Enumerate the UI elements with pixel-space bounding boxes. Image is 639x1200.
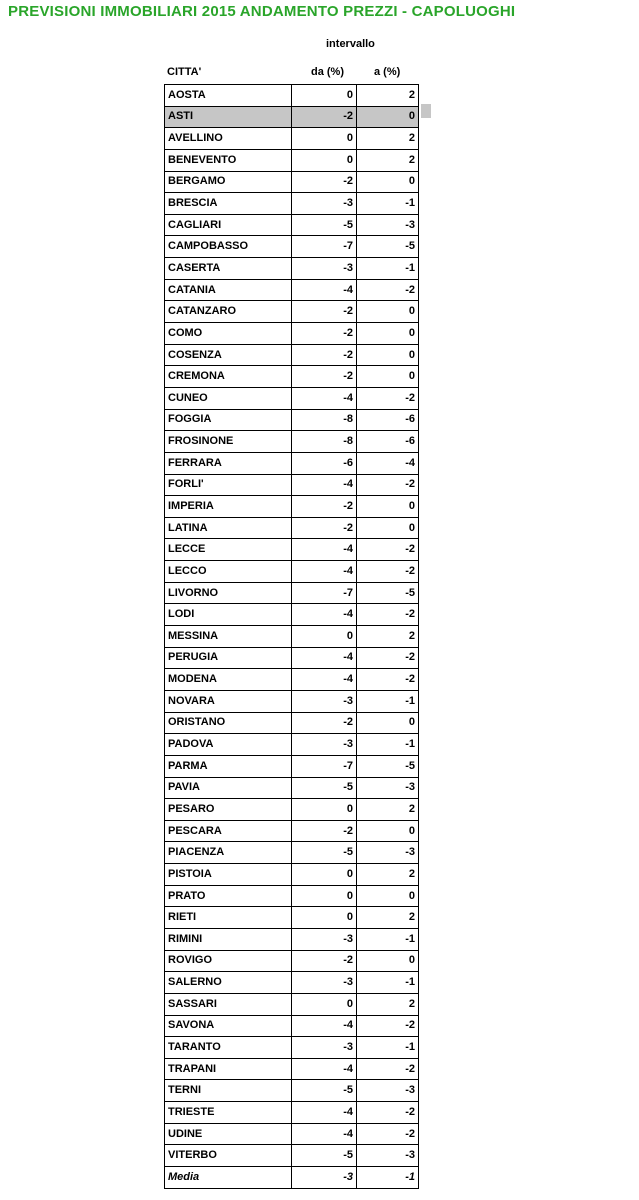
city-cell[interactable]: SAVONA [165,1015,292,1037]
to-percent-cell[interactable]: 2 [357,907,419,929]
from-percent-cell[interactable]: 0 [292,885,357,907]
from-percent-cell[interactable]: -2 [292,950,357,972]
city-cell[interactable]: FORLI' [165,474,292,496]
to-percent-cell[interactable]: 2 [357,864,419,886]
city-cell[interactable]: TARANTO [165,1037,292,1059]
city-cell[interactable]: BRESCIA [165,193,292,215]
to-percent-cell[interactable]: -2 [357,474,419,496]
table-row[interactable] [165,1015,419,1037]
to-percent-cell[interactable]: -1 [357,193,419,215]
to-percent-cell[interactable]: 2 [357,626,419,648]
city-cell[interactable]: ROVIGO [165,950,292,972]
table-row[interactable] [165,647,419,669]
from-percent-cell[interactable]: 0 [292,907,357,929]
from-percent-cell[interactable]: -2 [292,820,357,842]
table-row[interactable] [165,885,419,907]
table-row[interactable] [165,85,419,107]
from-percent-cell[interactable]: 0 [292,149,357,171]
from-percent-cell[interactable]: -4 [292,561,357,583]
to-percent-cell[interactable]: 0 [357,344,419,366]
city-cell[interactable]: NOVARA [165,690,292,712]
city-cell[interactable]: PERUGIA [165,647,292,669]
city-cell[interactable]: FERRARA [165,452,292,474]
from-percent-cell[interactable]: 0 [292,864,357,886]
from-percent-cell[interactable]: 0 [292,626,357,648]
to-percent-cell[interactable]: -1 [357,972,419,994]
table-row[interactable] [165,1037,419,1059]
to-percent-cell[interactable]: 2 [357,85,419,107]
city-cell[interactable]: PESCARA [165,820,292,842]
to-percent-cell[interactable]: 0 [357,366,419,388]
table-row[interactable] [165,128,419,150]
from-percent-cell[interactable]: -5 [292,1080,357,1102]
table-row[interactable] [165,1080,419,1102]
to-percent-cell[interactable]: -2 [357,279,419,301]
to-percent-cell[interactable]: -2 [357,647,419,669]
to-percent-cell[interactable]: -5 [357,236,419,258]
table-row[interactable] [165,626,419,648]
to-percent-cell[interactable]: 0 [357,496,419,518]
to-percent-cell[interactable]: 0 [357,950,419,972]
to-percent-cell[interactable]: 2 [357,128,419,150]
to-percent-cell[interactable]: -1 [357,928,419,950]
from-percent-cell[interactable]: -3 [292,972,357,994]
page-title: PREVISIONI IMMOBILIARI 2015 ANDAMENTO PREZZI - CAPOLUOGHI [8,3,516,20]
table-row[interactable] [165,1145,419,1167]
to-percent-cell[interactable]: 2 [357,799,419,821]
city-cell[interactable]: MESSINA [165,626,292,648]
to-percent-cell[interactable]: -2 [357,1015,419,1037]
city-cell[interactable]: PISTOIA [165,864,292,886]
to-percent-cell[interactable]: -1 [357,734,419,756]
table-row[interactable] [165,496,419,518]
from-percent-cell[interactable]: 0 [292,128,357,150]
from-percent-cell[interactable]: -2 [292,496,357,518]
table-row[interactable] [165,712,419,734]
table-row[interactable] [165,171,419,193]
city-cell[interactable]: CATANZARO [165,301,292,323]
table-row[interactable] [165,1058,419,1080]
range-group-header: intervallo [326,38,375,50]
table-row[interactable] [165,301,419,323]
city-cell[interactable]: TRIESTE [165,1102,292,1124]
from-percent-cell[interactable]: -2 [292,517,357,539]
table-row[interactable] [165,431,419,453]
to-percent-cell[interactable]: -1 [357,690,419,712]
table-row[interactable] [165,236,419,258]
from-percent-cell[interactable]: -2 [292,301,357,323]
city-cell[interactable]: TRAPANI [165,1058,292,1080]
from-percent-cell[interactable]: -4 [292,647,357,669]
to-percent-cell[interactable]: 2 [357,993,419,1015]
to-percent-cell[interactable]: -2 [357,561,419,583]
city-cell[interactable]: CREMONA [165,366,292,388]
city-cell[interactable]: PAVIA [165,777,292,799]
from-percent-cell[interactable]: -2 [292,171,357,193]
city-cell[interactable]: LODI [165,604,292,626]
city-cell[interactable]: RIMINI [165,928,292,950]
table-row[interactable] [165,452,419,474]
from-percent-cell[interactable]: -7 [292,755,357,777]
from-percent-cell[interactable]: -3 [292,734,357,756]
city-cell[interactable]: AVELLINO [165,128,292,150]
city-cell[interactable]: LECCE [165,539,292,561]
city-cell[interactable]: TERNI [165,1080,292,1102]
city-cell[interactable]: ORISTANO [165,712,292,734]
from-percent-cell[interactable]: -3 [292,193,357,215]
selection-row-marker [421,104,431,118]
from-percent-cell[interactable]: -2 [292,712,357,734]
city-cell[interactable]: PIACENZA [165,842,292,864]
city-cell[interactable]: BENEVENTO [165,149,292,171]
from-percent-cell[interactable]: 0 [292,799,357,821]
city-cell[interactable]: FOGGIA [165,409,292,431]
city-cell[interactable]: ASTI [165,106,292,128]
from-percent-cell[interactable]: -4 [292,279,357,301]
city-column-header: CITTA' [167,66,202,78]
from-percent-cell[interactable]: -2 [292,106,357,128]
to-percent-cell[interactable]: 0 [357,712,419,734]
from-percent-cell[interactable]: 0 [292,993,357,1015]
table-row[interactable] [165,842,419,864]
to-percent-cell[interactable]: -3 [357,1145,419,1167]
city-cell[interactable]: CATANIA [165,279,292,301]
from-percent-cell[interactable]: -3 [292,1037,357,1059]
table-row[interactable] [165,907,419,929]
to-percent-cell[interactable]: -3 [357,1080,419,1102]
table-row[interactable] [165,106,419,128]
to-percent-cell[interactable]: -4 [357,452,419,474]
to-percent-cell[interactable]: -2 [357,387,419,409]
to-percent-cell[interactable]: -3 [357,777,419,799]
table-row[interactable] [165,972,419,994]
city-cell[interactable]: IMPERIA [165,496,292,518]
to-percent-cell[interactable]: 0 [357,323,419,345]
from-percent-cell[interactable]: 0 [292,85,357,107]
table-row[interactable] [165,366,419,388]
table-row[interactable] [165,323,419,345]
table-row[interactable] [165,582,419,604]
table-row[interactable] [165,474,419,496]
from-percent-cell[interactable]: -4 [292,604,357,626]
city-cell[interactable]: SASSARI [165,993,292,1015]
city-cell[interactable]: COMO [165,323,292,345]
to-percent-cell[interactable]: -1 [357,258,419,280]
city-cell[interactable]: COSENZA [165,344,292,366]
table-row[interactable] [165,149,419,171]
to-percent-cell[interactable]: 0 [357,885,419,907]
table-row[interactable] [165,1102,419,1124]
to-percent-cell[interactable]: 0 [357,820,419,842]
to-percent-cell[interactable]: -3 [357,842,419,864]
table-row[interactable] [165,539,419,561]
to-percent-cell[interactable]: -6 [357,431,419,453]
from-percent-cell[interactable]: -8 [292,409,357,431]
table-row[interactable] [165,820,419,842]
from-percent-cell[interactable]: -2 [292,344,357,366]
from-percent-cell[interactable]: -6 [292,452,357,474]
from-percent-cell[interactable]: -4 [292,669,357,691]
city-cell[interactable]: LIVORNO [165,582,292,604]
city-cell[interactable]: BERGAMO [165,171,292,193]
from-percent-cell[interactable]: -5 [292,214,357,236]
table-row[interactable] [165,409,419,431]
from-percent-cell[interactable]: -4 [292,474,357,496]
city-cell[interactable]: CAMPOBASSO [165,236,292,258]
city-cell[interactable]: LECCO [165,561,292,583]
from-percent-cell[interactable]: -5 [292,777,357,799]
column-headers [165,66,420,84]
from-percent-cell[interactable]: -4 [292,387,357,409]
media-row[interactable] [165,1167,419,1189]
city-cell[interactable]: LATINA [165,517,292,539]
from-percent-column-header: da (%) [311,66,344,78]
from-percent-cell[interactable]: -4 [292,1102,357,1124]
table-row[interactable] [165,258,419,280]
city-cell[interactable]: PARMA [165,755,292,777]
table-row[interactable] [165,777,419,799]
table-row[interactable] [165,864,419,886]
to-percent-cell[interactable]: -1 [357,1167,419,1189]
to-percent-cell[interactable]: -2 [357,1058,419,1080]
table-row[interactable] [165,950,419,972]
from-percent-cell[interactable]: -4 [292,1015,357,1037]
to-percent-cell[interactable]: -2 [357,604,419,626]
from-percent-cell[interactable]: -3 [292,690,357,712]
to-percent-cell[interactable]: 0 [357,106,419,128]
city-cell[interactable]: SALERNO [165,972,292,994]
table-row[interactable] [165,690,419,712]
to-percent-cell[interactable]: -2 [357,1123,419,1145]
table-row[interactable] [165,734,419,756]
to-percent-cell[interactable]: -5 [357,755,419,777]
city-cell[interactable]: RIETI [165,907,292,929]
table-row[interactable] [165,193,419,215]
table-body [165,85,419,1189]
city-cell[interactable]: PESARO [165,799,292,821]
city-cell[interactable]: UDINE [165,1123,292,1145]
price-forecast-table [164,84,419,1189]
to-percent-cell[interactable]: -1 [357,1037,419,1059]
city-cell[interactable]: AOSTA [165,85,292,107]
from-percent-cell[interactable]: -4 [292,539,357,561]
table-row[interactable] [165,214,419,236]
table-row[interactable] [165,387,419,409]
table-row[interactable] [165,561,419,583]
table-row[interactable] [165,344,419,366]
from-percent-cell[interactable]: -7 [292,236,357,258]
table-row[interactable] [165,799,419,821]
table-row[interactable] [165,755,419,777]
from-percent-cell[interactable]: -4 [292,1123,357,1145]
table-row[interactable] [165,669,419,691]
from-percent-cell[interactable]: -5 [292,1145,357,1167]
city-cell[interactable]: CAGLIARI [165,214,292,236]
city-cell[interactable]: Media [165,1167,292,1189]
table-row[interactable] [165,928,419,950]
city-cell[interactable]: MODENA [165,669,292,691]
city-cell[interactable]: PRATO [165,885,292,907]
table-row[interactable] [165,604,419,626]
table-row[interactable] [165,517,419,539]
to-percent-cell[interactable]: -2 [357,669,419,691]
from-percent-cell[interactable]: -3 [292,258,357,280]
table-row[interactable] [165,993,419,1015]
table-row[interactable] [165,1123,419,1145]
to-percent-cell[interactable]: -6 [357,409,419,431]
to-percent-cell[interactable]: -2 [357,1102,419,1124]
table-row[interactable] [165,279,419,301]
to-percent-cell[interactable]: 0 [357,301,419,323]
from-percent-cell[interactable]: -3 [292,928,357,950]
city-cell[interactable]: VITERBO [165,1145,292,1167]
to-percent-cell[interactable]: -3 [357,214,419,236]
city-cell[interactable]: PADOVA [165,734,292,756]
from-percent-cell[interactable]: -4 [292,1058,357,1080]
city-cell[interactable]: CUNEO [165,387,292,409]
from-percent-cell[interactable]: -7 [292,582,357,604]
city-cell[interactable]: FROSINONE [165,431,292,453]
to-percent-column-header: a (%) [374,66,401,78]
from-percent-cell[interactable]: -2 [292,366,357,388]
to-percent-cell[interactable]: 0 [357,171,419,193]
city-cell[interactable]: CASERTA [165,258,292,280]
from-percent-cell[interactable]: -2 [292,323,357,345]
to-percent-cell[interactable]: 2 [357,149,419,171]
to-percent-cell[interactable]: -2 [357,539,419,561]
to-percent-cell[interactable]: -5 [357,582,419,604]
from-percent-cell[interactable]: -5 [292,842,357,864]
from-percent-cell[interactable]: -3 [292,1167,357,1189]
to-percent-cell[interactable]: 0 [357,517,419,539]
from-percent-cell[interactable]: -8 [292,431,357,453]
